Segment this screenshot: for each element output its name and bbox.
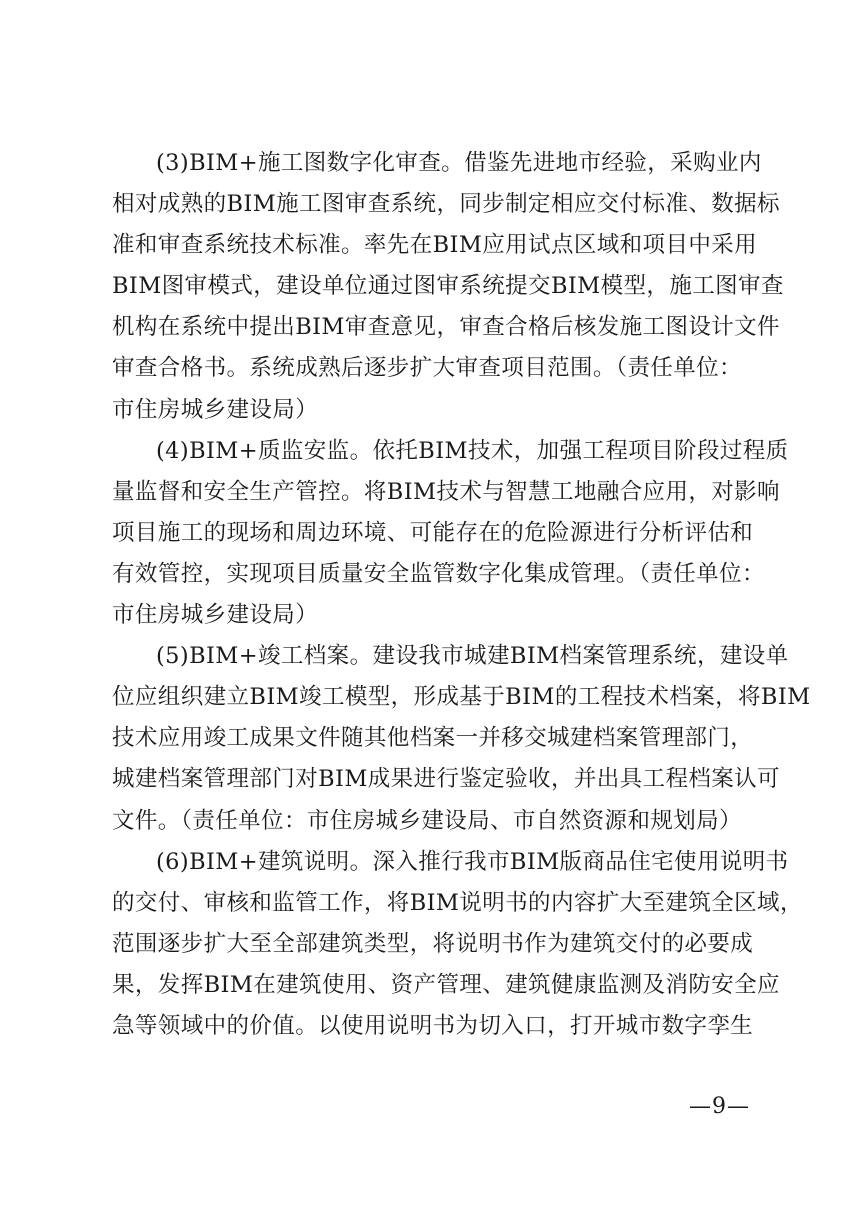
text-line: 果，发挥BIM在建筑使用、资产管理、建筑健康监测及消防安全应 — [112, 971, 780, 998]
text-line: 审查合格书。系统成熟后逐步扩大审查项目范围。（责任单位： — [112, 355, 742, 382]
paragraph-bim-completion-archives — [112, 636, 811, 841]
text-line: 急等领域中的价值。以使用说明书为切入口，打开城市数字孪生 — [112, 1012, 754, 1039]
text-line: 相对成熟的BIM施工图审查系统，同步制定相应交付标准、数据标 — [112, 191, 780, 218]
text-line: 城建档案管理部门对BIM成果进行鉴定验收，并出具工程档案认可 — [112, 766, 780, 793]
text-line: BIM图审模式，建设单位通过图审系统提交BIM模型，施工图审查 — [112, 273, 784, 300]
body-text — [112, 143, 811, 1047]
text-line: (4)BIM+质监安监。依托BIM技术，加强工程项目阶段过程质 — [156, 437, 789, 464]
text-line: 量监督和安全生产管控。将BIM技术与智慧工地融合应用，对影响 — [112, 478, 780, 505]
text-line: (6)BIM+建筑说明。深入推行我市BIM版商品住宅使用说明书 — [156, 848, 789, 875]
text-line: 准和审查系统技术标准。率先在BIM应用试点区域和项目中采用 — [112, 232, 758, 259]
text-line: 项目施工的现场和周边环境、可能存在的危险源进行分析评估和 — [112, 519, 754, 546]
text-line: (3)BIM+施工图数字化审查。借鉴先进地市经验，采购业内 — [156, 150, 762, 176]
text-line: 市住房城乡建设局） — [112, 396, 319, 423]
text-line: 文件。（责任单位：市住房城乡建设局、市自然资源和规划局） — [112, 807, 742, 834]
paragraph-bim-building-manual — [112, 842, 803, 1047]
text-line: 技术应用竣工成果文件随其他档案一并移交城建档案管理部门， — [112, 725, 754, 752]
text-line: 位应组织建立BIM竣工模型，形成基于BIM的工程技术档案，将BIM — [112, 684, 811, 711]
paragraph-bim-construction-drawing-review — [112, 143, 784, 431]
text-line: 有效管控，实现项目质量安全监管数字化集成管理。（责任单位： — [112, 560, 765, 587]
page-number: —9— — [689, 1094, 750, 1119]
text-line: 的交付、审核和监管工作，将BIM说明书的内容扩大至建筑全区域， — [112, 889, 803, 916]
text-line: (5)BIM+竣工档案。建设我市城建BIM档案管理系统，建设单 — [156, 643, 789, 670]
text-line: 范围逐步扩大至全部建筑类型，将说明书作为建筑交付的必要成 — [112, 930, 754, 957]
paragraph-bim-quality-safety-supervision — [112, 431, 789, 636]
text-line: 市住房城乡建设局） — [112, 602, 319, 629]
text-line: 机构在系统中提出BIM审查意见，审查合格后核发施工图设计文件 — [112, 314, 780, 341]
